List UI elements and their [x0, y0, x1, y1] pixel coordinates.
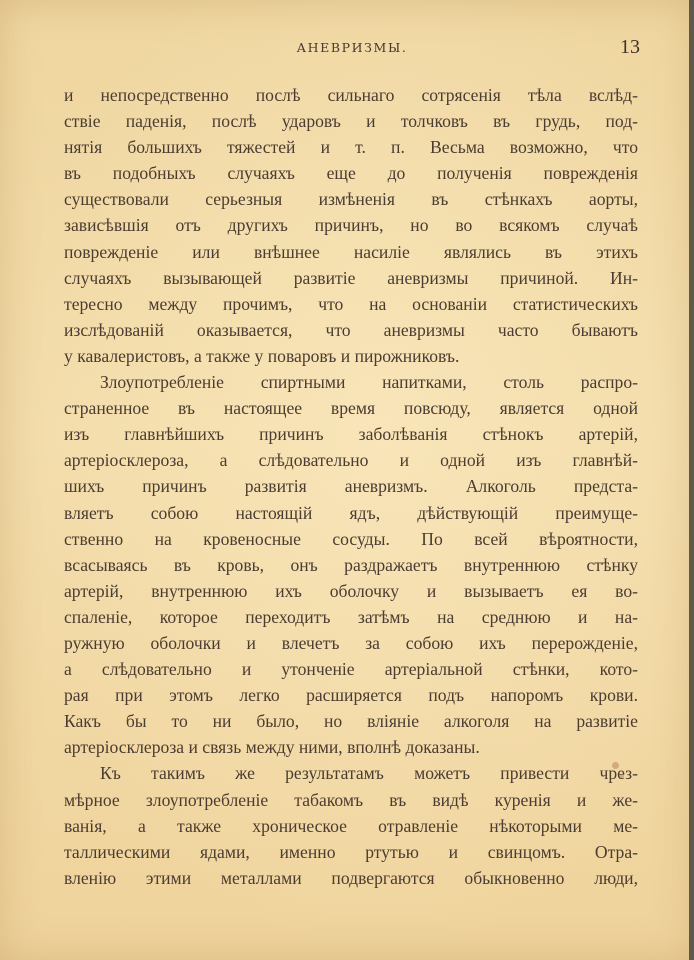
text-line: тересно между прочимъ, что на основаніи статистическихъ	[64, 293, 638, 314]
text-line: вленію этими металлами подвергаются обыкновенно люди,	[64, 867, 638, 888]
text-line: изслѣдованій оказывается, что аневризмы часто бываютъ	[64, 319, 638, 340]
text-line: существовали серьезныя измѣненія въ стѣнкахъ аорты,	[64, 189, 638, 210]
text-line: ственно на кровеносные сосуды. По всей вѣроятности,	[64, 528, 638, 549]
text-line: таллическими ядами, именно ртутью и свинцомъ. Отра-	[64, 841, 638, 862]
text-line: въ подобныхъ случаяхъ еще до полученія поврежденія	[64, 163, 638, 184]
text-line: рая при этомъ легко расширяется подъ напоромъ крови.	[64, 685, 638, 706]
text-line: а слѣдовательно и утонченіе артеріальной стѣнки, кото-	[64, 659, 638, 680]
text-line: ствіе паденія, послѣ ударовъ и толчковъ въ грудь, под-	[64, 111, 638, 132]
text-line: зависѣвшія отъ другихъ причинъ, но во всякомъ случаѣ	[64, 215, 638, 236]
text-line: ванія, а также хроническое отравленіе нѣкоторыми ме-	[64, 815, 638, 836]
paper-stain	[612, 762, 619, 769]
text-line: артерій, внутреннюю ихъ оболочку и вызываетъ ея во-	[64, 580, 638, 601]
text-line: шихъ причинъ развитія аневризмъ. Алкоголь предста-	[64, 476, 638, 497]
text-line: Злоупотребленіе спиртными напитками, столь распро-	[100, 372, 638, 393]
paper-stain	[620, 774, 624, 778]
text-line: страненное въ настоящее время повсюду, является одной	[64, 398, 638, 419]
text-line: вляетъ собою настоящій ядъ, дѣйствующій преимуще-	[64, 502, 638, 523]
text-line: изъ главнѣйшихъ причинъ заболѣванія стѣнокъ артерій,	[64, 424, 638, 445]
text-line: и непосредственно послѣ сильнаго сотрясенія тѣла вслѣд-	[64, 85, 638, 105]
paragraph	[64, 369, 638, 760]
text-line: ружную оболочки и влечетъ за собою ихъ перерожденіе,	[64, 632, 638, 653]
paragraph	[64, 760, 638, 890]
running-title: АНЕВРИЗМЫ.	[296, 40, 408, 55]
page-edge	[689, 0, 694, 960]
text-line: случаяхъ вызывающей развитіе аневризмы причиной. Ин-	[64, 267, 638, 288]
text-line: мѣрное злоупотребленіе табакомъ въ видѣ куренія и же-	[64, 789, 638, 810]
text-line: Какъ бы то ни было, но вліяніе алкоголя на развитіе	[64, 711, 638, 732]
page-number: 13	[620, 36, 640, 58]
text-line: артеріосклероза и связь между ними, вполнѣ доказаны.	[64, 737, 480, 758]
text-line: поврежденіе или внѣшнее насиліе являлись въ этихъ	[64, 241, 638, 262]
text-line: спаленіе, которое переходитъ затѣмъ на среднюю и на-	[64, 606, 638, 627]
text-line: Къ такимъ же результатамъ можетъ привести чрез-	[100, 763, 638, 784]
text-line: у кавалеристовъ, а также у поваровъ и пирожниковъ.	[64, 345, 460, 366]
text-line: нятія большихъ тяжестей и т. п. Весьма возможно, что	[64, 137, 638, 158]
text-line: артеріосклероза, а слѣдовательно и одной изъ главнѣй-	[64, 450, 638, 471]
body-text	[64, 82, 638, 891]
page-header	[64, 36, 640, 60]
paragraph	[64, 82, 638, 369]
text-line: всасываясь въ кровь, онъ раздражаетъ внутреннюю стѣнку	[64, 554, 638, 575]
